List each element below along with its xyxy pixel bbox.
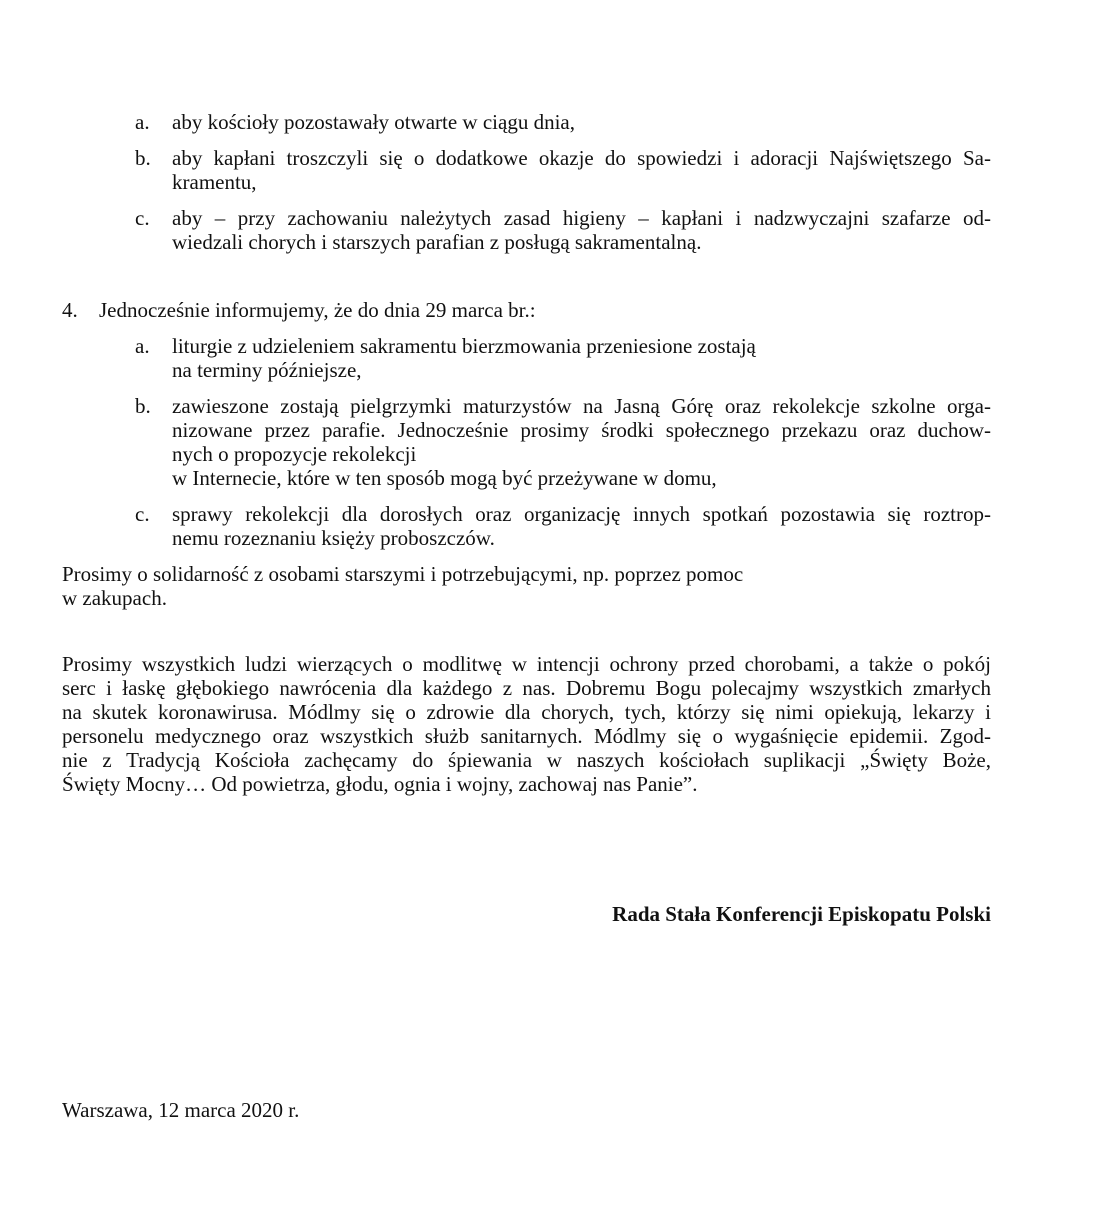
- text-line: zawieszone zostają pielgrzymki maturzystów na Jasną Górę oraz rekolekcje szkolne orga-: [172, 394, 991, 418]
- text-line: aby – przy zachowaniu należytych zasad higieny – kapłani i nadzwyczajni szafarze od-: [172, 206, 991, 230]
- text-line: liturgie z udzieleniem sakramentu bierzmowania przeniesione zostają: [172, 334, 756, 358]
- text-line: nizowane przez parafie. Jednocześnie prosimy środki społecznego przekazu oraz duchow-: [172, 418, 991, 442]
- text-line: w zakupach.: [62, 586, 167, 610]
- text-line: nych o propozycje rekolekcji: [172, 442, 417, 466]
- solidarity-paragraph: [62, 562, 991, 610]
- text-line: aby kościoły pozostawały otwarte w ciągu dnia,: [172, 110, 575, 134]
- list-marker: a.: [135, 334, 150, 358]
- text-line: personelu medycznego oraz wszystkich służb sanitarnych. Módlmy się o wygaśnięcie epidemii. Zgod-: [62, 724, 991, 748]
- text-line: Święty Mocny… Od powietrza, głodu, ognia i wojny, zachowaj nas Panie”.: [62, 772, 698, 796]
- text-line: kramentu,: [172, 170, 257, 194]
- list-marker: a.: [135, 110, 150, 134]
- dateline: Warszawa, 12 marca 2020 r.: [62, 1098, 300, 1122]
- list-item-text: [172, 394, 991, 490]
- list-marker: c.: [135, 502, 150, 526]
- text-line: w Internecie, które w ten sposób mogą być przeżywane w domu,: [172, 466, 717, 490]
- list-marker: b.: [135, 394, 151, 418]
- list-item-top-a: [123, 110, 991, 134]
- text-line: Prosimy wszystkich ludzi wierzących o modlitwę w intencji ochrony przed chorobami, a także o pokój: [62, 652, 991, 676]
- list-item-text: [172, 334, 991, 382]
- list-item-point4-b: [123, 394, 991, 490]
- signature: Rada Stała Konferencji Episkopatu Polski: [612, 902, 991, 926]
- list-item-text: [172, 206, 991, 254]
- text-line: aby kapłani troszczyli się o dodatkowe okazje do spowiedzi i adoracji Najświętszego Sa-: [172, 146, 991, 170]
- prayer-paragraph: [62, 652, 991, 796]
- text-line: na terminy późniejsze,: [172, 358, 362, 382]
- list-marker: c.: [135, 206, 150, 230]
- text-line: serc i łaskę głębokiego nawrócenia dla każdego z nas. Dobremu Bogu polecajmy wszystkich zmarłych: [62, 676, 991, 700]
- list-item-point4-a: [123, 334, 991, 382]
- list-item-text: [172, 502, 991, 550]
- list-item-top-b: [123, 146, 991, 194]
- text-line: nie z Tradycją Kościoła zachęcamy do śpiewania w naszych kościołach suplikacji „Święty Boże,: [62, 748, 991, 772]
- point-number: 4.: [62, 298, 78, 322]
- point-lead-text: Jednocześnie informujemy, że do dnia 29 marca br.:: [99, 298, 536, 322]
- list-item-text: [172, 146, 991, 194]
- text-line: Prosimy o solidarność z osobami starszymi i potrzebującymi, np. poprzez pomoc: [62, 562, 744, 586]
- list-marker: b.: [135, 146, 151, 170]
- list-item-text: [172, 110, 991, 134]
- text-line: sprawy rekolekcji dla dorosłych oraz organizację innych spotkań pozostawia się roztrop-: [172, 502, 991, 526]
- text-line: na skutek koronawirusa. Módlmy się o zdrowie dla chorych, tych, którzy się nimi opiekują, lekarzy i: [62, 700, 991, 724]
- text-line: nemu rozeznaniu księży proboszczów.: [172, 526, 495, 550]
- list-item-point4-c: [123, 502, 991, 550]
- list-item-top-c: [123, 206, 991, 254]
- text-line: wiedzali chorych i starszych parafian z posługą sakramentalną.: [172, 230, 702, 254]
